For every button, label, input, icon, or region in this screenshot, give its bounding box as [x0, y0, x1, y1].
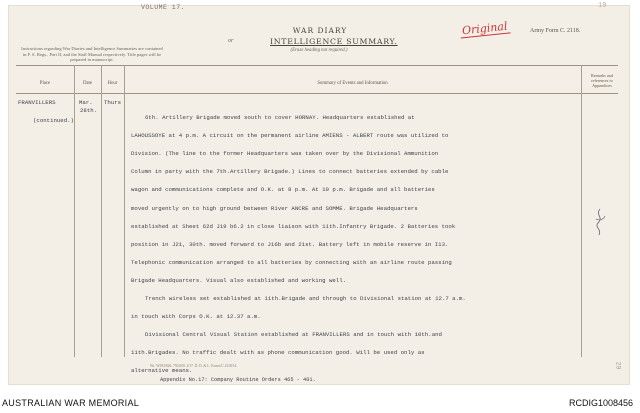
summary-line: in touch with Corps O.K. at 12.37 a.m.: [131, 313, 261, 320]
entry-date-month: Mar.: [79, 99, 93, 106]
summary-line: 11th.Brigades. No traffic dealt with as phone communication good. Will be used only as: [131, 349, 425, 356]
erase-note: (Erase heading not required.): [290, 48, 348, 53]
column-header-summary: Summary of Events and Information: [317, 81, 388, 86]
place-column-rule: [74, 65, 75, 357]
summary-line: LAHOUSSOYE at 4 p.m. A circuit on the permanent airline AMIENS - ALBERT route was utilized to: [131, 132, 449, 139]
column-header-place: Place: [39, 81, 51, 86]
summary-line: Telephonic communication arranged to all batteries by connecting with an airline route passing: [131, 259, 452, 266]
remarks-column-rule: [581, 65, 582, 357]
column-header-hour: Hour: [107, 81, 118, 86]
summary-line: 6th. Artillery Brigade moved south to cover HORNAY. Headquarters established at: [145, 114, 415, 121]
volume-label: VOLUME 17.: [141, 4, 186, 11]
summary-line: alternative means.: [131, 367, 193, 374]
date-column-rule: [101, 65, 102, 357]
army-form-label: Army Form C. 2118.: [530, 28, 581, 34]
entry-place: FRANVILLERS: [18, 99, 56, 106]
print-line: Wt. W593/826. 750,000. 4/17. D. D. & L. Forms/C.2118/14.: [150, 364, 238, 368]
summary-line: wagon and communications complete and O.K. at 8 p.m. At 10 p.m. Brigade and all batteries: [131, 186, 435, 193]
summary-line: Brigade Headquarters. Visual also established and working well.: [131, 277, 347, 284]
corner-number: 19: [598, 2, 607, 10]
summary-line: position in J21, 30th. moved forward to J16b and 21st. Battery left in mobile reserve in I13.: [131, 241, 449, 248]
header-top-rule: [16, 65, 618, 66]
column-header-date: Date: [82, 81, 93, 86]
hour-column-rule: [124, 65, 125, 357]
title-war-diary: WAR DIARY: [292, 26, 348, 35]
instructions-text: Instructions regarding War Diaries and Intelligence Summaries are contained in F. S. Regs., Part II, and the Staff Manual respectively. Title pages will be prepared in manuscript.: [21, 46, 163, 63]
summary-line: Trench wireless set established at 11th.Brigade and through to Divisional station at 12.7 a.m.: [145, 295, 466, 302]
footer-institution: AUSTRALIAN WAR MEMORIAL: [2, 398, 140, 408]
title-or: or: [228, 38, 234, 44]
footer-record-id: RCDIG1008456: [569, 398, 634, 408]
header-bottom-rule: [16, 93, 618, 94]
title-intelligence-summary: INTELLIGENCE SUMMARY.: [270, 37, 398, 46]
summary-line: Appendix No.17: Company Routine Orders 465 - 401.: [160, 377, 316, 383]
side-page-number: 29: [614, 361, 622, 370]
entry-hour: Thurs: [104, 99, 122, 106]
summary-line: established at Sheet 62d J19 b6.2 in close liaison with 11th.Infantry Brigade. 2 Batteries took: [131, 223, 456, 230]
entry-date-day: 28th.: [80, 107, 98, 114]
original-stamp: Original: [459, 19, 510, 38]
entry-continued: (continued.): [33, 117, 74, 124]
column-header-remarks: Remarks and references to Appendices: [591, 73, 613, 88]
handwritten-mark-icon: [592, 207, 608, 237]
summary-line: Divisional Central Visual Station established at FRANVILLERS and in touch with 10th.and: [145, 331, 442, 338]
summary-line: Division. (The line to the former Headquarters was taken over by the Divisional Ammunition: [131, 150, 439, 157]
summary-line: moved urgently on to high ground between River ANCRE and SOMME. Brigade Headquarters: [131, 205, 418, 212]
summary-line: Column in party with the 7th.Artillery Brigade.) Lines to connect batteries extended by cable: [131, 168, 449, 175]
